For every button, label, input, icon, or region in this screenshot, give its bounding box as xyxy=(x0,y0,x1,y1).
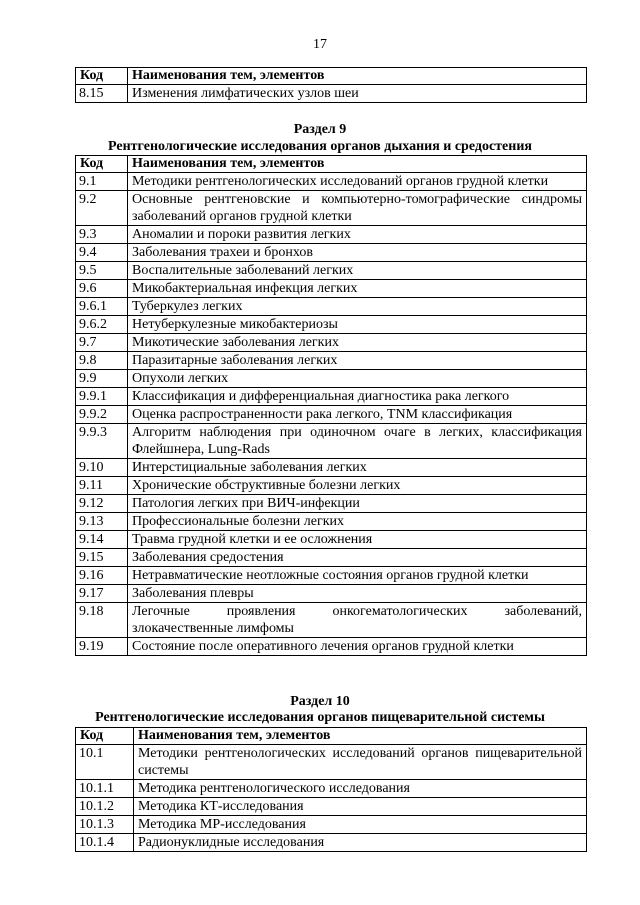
table-row xyxy=(76,567,587,585)
table-row xyxy=(76,352,587,370)
row-code: 9.2 xyxy=(76,191,128,226)
section9-subtitle: Рентгенологические исследования органов дыхания и средостения xyxy=(108,139,532,154)
row-name: Патология легких при ВИЧ-инфекции xyxy=(128,495,587,513)
table-row xyxy=(76,85,587,103)
row-code: 9.14 xyxy=(76,531,128,549)
row-name: Хронические обструктивные болезни легких xyxy=(128,477,587,495)
table-section8-continuation xyxy=(75,67,587,103)
section10-subtitle: Рентгенологические исследования органов пищеварительной системы xyxy=(95,710,545,725)
row-name: Легочные проявления онкогематологических заболеваний, злокачественные лимфомы xyxy=(128,603,587,638)
column-header-name: Наименования тем, элементов xyxy=(128,68,587,85)
row-code: 9.11 xyxy=(76,477,128,495)
row-name: Аномалии и пороки развития легких xyxy=(128,226,587,244)
row-name: Интерстициальные заболевания легких xyxy=(128,459,587,477)
row-name: Воспалительные заболеваний легких xyxy=(128,262,587,280)
table-row xyxy=(76,316,587,334)
table-row xyxy=(76,531,587,549)
row-name: Методики рентгенологических исследований органов грудной клетки xyxy=(128,173,587,191)
table-row xyxy=(76,780,587,798)
row-name: Методики рентгенологических исследований органов пищеварительной системы xyxy=(134,745,587,780)
row-name: Микобактериальная инфекция легких xyxy=(128,280,587,298)
row-code: 9.5 xyxy=(76,262,128,280)
table-row xyxy=(76,406,587,424)
table-section10 xyxy=(75,727,587,852)
row-name: Паразитарные заболевания легких xyxy=(128,352,587,370)
table-row xyxy=(76,424,587,459)
table-row xyxy=(76,495,587,513)
row-name: Оценка распространенности рака легкого, TNM классификация xyxy=(128,406,587,424)
section10-title: Раздел 10 xyxy=(290,694,350,709)
row-code: 9.1 xyxy=(76,173,128,191)
table-row xyxy=(76,191,587,226)
row-code: 9.9.3 xyxy=(76,424,128,459)
row-name: Состояние после оперативного лечения органов грудной клетки xyxy=(128,638,587,656)
row-code: 10.1.2 xyxy=(76,798,134,816)
table-row xyxy=(76,262,587,280)
table-header-row xyxy=(76,156,587,173)
row-code: 9.7 xyxy=(76,334,128,352)
row-code: 9.3 xyxy=(76,226,128,244)
table-header-row xyxy=(76,68,587,85)
row-name: Классификация и дифференциальная диагностика рака легкого xyxy=(128,388,587,406)
row-name: Нетравматические неотложные состояния органов грудной клетки xyxy=(128,567,587,585)
row-name: Микотические заболевания легких xyxy=(128,334,587,352)
row-code: 9.10 xyxy=(76,459,128,477)
table-row xyxy=(76,370,587,388)
row-code: 9.16 xyxy=(76,567,128,585)
row-name: Методика МР-исследования xyxy=(134,816,587,834)
row-code: 10.1.4 xyxy=(76,834,134,852)
row-code: 9.17 xyxy=(76,585,128,603)
table-row xyxy=(76,585,587,603)
table-row xyxy=(76,798,587,816)
column-header-code: Код xyxy=(76,156,128,173)
row-name: Травма грудной клетки и ее осложнения xyxy=(128,531,587,549)
row-code: 9.9 xyxy=(76,370,128,388)
table-row xyxy=(76,603,587,638)
row-name: Методика рентгенологического исследования xyxy=(134,780,587,798)
table-row xyxy=(76,513,587,531)
column-header-name: Наименования тем, элементов xyxy=(134,728,587,745)
row-name: Изменения лимфатических узлов шеи xyxy=(128,85,587,103)
row-code: 9.6.2 xyxy=(76,316,128,334)
row-code: 9.6 xyxy=(76,280,128,298)
row-code: 9.12 xyxy=(76,495,128,513)
table-row xyxy=(76,334,587,352)
row-code: 9.4 xyxy=(76,244,128,262)
row-name: Заболевания средостения xyxy=(128,549,587,567)
table-row xyxy=(76,226,587,244)
row-code: 9.9.1 xyxy=(76,388,128,406)
row-name: Заболевания плевры xyxy=(128,585,587,603)
column-header-name: Наименования тем, элементов xyxy=(128,156,587,173)
table-row xyxy=(76,549,587,567)
row-code: 9.9.2 xyxy=(76,406,128,424)
row-name: Заболевания трахеи и бронхов xyxy=(128,244,587,262)
row-code: 10.1.3 xyxy=(76,816,134,834)
row-code: 8.15 xyxy=(76,85,128,103)
page-number: 17 xyxy=(313,37,327,52)
table-section9 xyxy=(75,155,587,656)
table-row xyxy=(76,280,587,298)
row-code: 9.19 xyxy=(76,638,128,656)
row-code: 10.1 xyxy=(76,745,134,780)
section9-title: Раздел 9 xyxy=(293,122,347,137)
row-code: 9.6.1 xyxy=(76,298,128,316)
row-name: Туберкулез легких xyxy=(128,298,587,316)
table-row xyxy=(76,459,587,477)
row-name: Основные рентгеновские и компьютерно-томографические синдромы заболеваний органов грудной клетки xyxy=(128,191,587,226)
table-row xyxy=(76,388,587,406)
row-code: 10.1.1 xyxy=(76,780,134,798)
row-name: Алгоритм наблюдения при одиночном очаге в легких, классификация Флейшнера, Lung-Rads xyxy=(128,424,587,459)
row-name: Радионуклидные исследования xyxy=(134,834,587,852)
row-name: Профессиональные болезни легких xyxy=(128,513,587,531)
row-code: 9.8 xyxy=(76,352,128,370)
row-name: Опухоли легких xyxy=(128,370,587,388)
column-header-code: Код xyxy=(76,728,134,745)
column-header-code: Код xyxy=(76,68,128,85)
row-name: Методика КТ-исследования xyxy=(134,798,587,816)
table-row xyxy=(76,745,587,780)
table-row xyxy=(76,298,587,316)
table-row xyxy=(76,816,587,834)
table-header-row xyxy=(76,728,587,745)
row-code: 9.18 xyxy=(76,603,128,638)
row-code: 9.13 xyxy=(76,513,128,531)
row-name: Нетуберкулезные микобактериозы xyxy=(128,316,587,334)
table-row xyxy=(76,173,587,191)
table-row xyxy=(76,244,587,262)
table-row xyxy=(76,477,587,495)
table-row xyxy=(76,834,587,852)
row-code: 9.15 xyxy=(76,549,128,567)
table-row xyxy=(76,638,587,656)
